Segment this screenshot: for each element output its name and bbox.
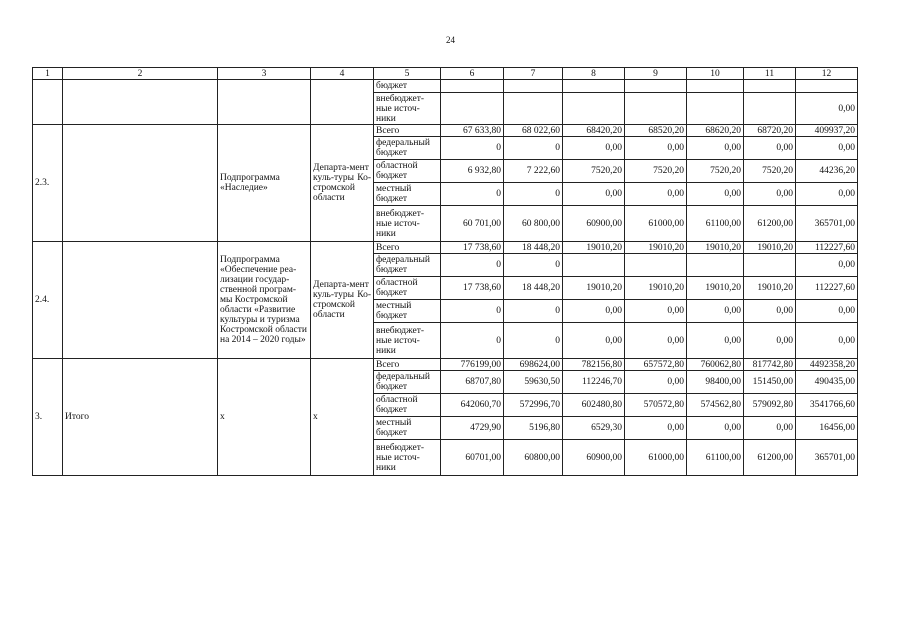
row-title <box>63 242 218 359</box>
funding-source: бюджет <box>374 80 441 93</box>
value-cell <box>441 93 504 125</box>
value-cell: 490435,00 <box>796 371 858 394</box>
value-cell: 6529,30 <box>563 417 625 440</box>
column-header: 1 <box>33 68 63 80</box>
value-cell: 0,00 <box>796 183 858 206</box>
value-cell: 365701,00 <box>796 206 858 242</box>
value-cell <box>744 80 796 93</box>
value-cell: 7520,20 <box>744 160 796 183</box>
value-cell: 68620,20 <box>687 125 744 137</box>
value-cell: 0,00 <box>563 323 625 359</box>
value-cell <box>625 80 687 93</box>
value-cell: 0,00 <box>687 300 744 323</box>
value-cell: 776199,00 <box>441 359 504 371</box>
value-cell: 112246,70 <box>563 371 625 394</box>
value-cell: 657572,80 <box>625 359 687 371</box>
funding-source: местный бюджет <box>374 183 441 206</box>
value-cell <box>441 80 504 93</box>
funding-source: Всего <box>374 125 441 137</box>
value-cell: 112227,60 <box>796 242 858 254</box>
cell-program <box>218 80 311 125</box>
value-cell: 68520,20 <box>625 125 687 137</box>
row-number: 2.4. <box>33 242 63 359</box>
value-cell: 0,00 <box>625 323 687 359</box>
column-header: 10 <box>687 68 744 80</box>
value-cell: 61200,00 <box>744 206 796 242</box>
value-cell: 68707,80 <box>441 371 504 394</box>
column-header: 7 <box>504 68 563 80</box>
value-cell: 0,00 <box>687 183 744 206</box>
value-cell: 19010,20 <box>563 277 625 300</box>
value-cell: 0 <box>504 323 563 359</box>
cell-executor <box>311 80 374 125</box>
value-cell: 0 <box>504 254 563 277</box>
value-cell: 0,00 <box>563 300 625 323</box>
value-cell <box>687 254 744 277</box>
column-header: 8 <box>563 68 625 80</box>
column-header: 3 <box>218 68 311 80</box>
value-cell: 60800,00 <box>504 440 563 476</box>
header-row <box>33 68 858 80</box>
value-cell: 0,00 <box>744 137 796 160</box>
funding-source: областной бюджет <box>374 394 441 417</box>
value-cell: 0,00 <box>687 417 744 440</box>
value-cell: 0,00 <box>744 183 796 206</box>
value-cell: 61000,00 <box>625 440 687 476</box>
table-row <box>33 125 858 137</box>
funding-source: внебюджет-ные источ-ники <box>374 440 441 476</box>
value-cell: 98400,00 <box>687 371 744 394</box>
value-cell: 19010,20 <box>744 242 796 254</box>
table-row <box>33 80 858 93</box>
value-cell: 17 738,60 <box>441 242 504 254</box>
funding-source: внебюджет-ные источ-ники <box>374 323 441 359</box>
value-cell: 4492358,20 <box>796 359 858 371</box>
column-header: 2 <box>63 68 218 80</box>
funding-source: федеральный бюджет <box>374 254 441 277</box>
value-cell: 6 932,80 <box>441 160 504 183</box>
value-cell: 0 <box>504 300 563 323</box>
column-header: 5 <box>374 68 441 80</box>
value-cell: 60701,00 <box>441 440 504 476</box>
value-cell: 0,00 <box>796 300 858 323</box>
value-cell: 19010,20 <box>744 277 796 300</box>
value-cell: 572996,70 <box>504 394 563 417</box>
value-cell <box>744 93 796 125</box>
value-cell: 0,00 <box>625 137 687 160</box>
funding-source: внебюджет-ные источ-ники <box>374 206 441 242</box>
value-cell: 67 633,80 <box>441 125 504 137</box>
row-number: 2.3. <box>33 125 63 242</box>
program-name: х <box>218 359 311 476</box>
value-cell: 112227,60 <box>796 277 858 300</box>
value-cell: 579092,80 <box>744 394 796 417</box>
value-cell <box>504 80 563 93</box>
value-cell: 19010,20 <box>563 242 625 254</box>
value-cell: 0 <box>441 137 504 160</box>
table-row <box>33 242 858 254</box>
cell-num <box>33 80 63 125</box>
value-cell <box>744 254 796 277</box>
value-cell: 0,00 <box>744 417 796 440</box>
value-cell: 0,00 <box>625 300 687 323</box>
value-cell: 0 <box>441 254 504 277</box>
executor-name: х <box>311 359 374 476</box>
funding-source: внебюджет-ные источ-ники <box>374 93 441 125</box>
value-cell: 68720,20 <box>744 125 796 137</box>
value-cell: 0,00 <box>796 254 858 277</box>
value-cell: 17 738,60 <box>441 277 504 300</box>
value-cell: 7 222,60 <box>504 160 563 183</box>
value-cell: 19010,20 <box>687 277 744 300</box>
value-cell: 5196,80 <box>504 417 563 440</box>
value-cell: 0 <box>441 300 504 323</box>
value-cell: 782156,80 <box>563 359 625 371</box>
funding-source: областной бюджет <box>374 277 441 300</box>
value-cell: 698624,00 <box>504 359 563 371</box>
value-cell: 7520,20 <box>563 160 625 183</box>
executor-name: Департа-мент куль-туры Ко-стромской области <box>311 242 374 359</box>
value-cell: 0,00 <box>744 323 796 359</box>
value-cell: 642060,70 <box>441 394 504 417</box>
value-cell: 60900,00 <box>563 206 625 242</box>
budget-table <box>32 67 858 476</box>
value-cell: 0 <box>504 137 563 160</box>
funding-source: местный бюджет <box>374 417 441 440</box>
column-header: 11 <box>744 68 796 80</box>
value-cell: 0,00 <box>744 300 796 323</box>
value-cell: 19010,20 <box>625 277 687 300</box>
value-cell: 574562,80 <box>687 394 744 417</box>
executor-name: Департа-мент куль-туры Ко-стромской области <box>311 125 374 242</box>
value-cell: 0,00 <box>625 371 687 394</box>
value-cell: 7520,20 <box>687 160 744 183</box>
value-cell: 817742,80 <box>744 359 796 371</box>
value-cell: 60 701,00 <box>441 206 504 242</box>
value-cell: 7520,20 <box>625 160 687 183</box>
value-cell: 0 <box>504 183 563 206</box>
value-cell: 59630,50 <box>504 371 563 394</box>
cell-program <box>63 80 218 125</box>
value-cell <box>687 93 744 125</box>
funding-source: Всего <box>374 242 441 254</box>
page-number: 24 <box>446 35 455 45</box>
column-header: 4 <box>311 68 374 80</box>
value-cell: 0,00 <box>796 137 858 160</box>
value-cell <box>687 80 744 93</box>
row-title: Итого <box>63 359 218 476</box>
funding-source: федеральный бюджет <box>374 371 441 394</box>
value-cell: 18 448,20 <box>504 242 563 254</box>
table-row <box>33 359 858 371</box>
row-number: 3. <box>33 359 63 476</box>
funding-source: областной бюджет <box>374 160 441 183</box>
program-name: Подпрограмма «Наследие» <box>218 125 311 242</box>
value-cell: 3541766,60 <box>796 394 858 417</box>
funding-source: Всего <box>374 359 441 371</box>
value-cell: 760062,80 <box>687 359 744 371</box>
value-cell <box>625 254 687 277</box>
funding-source: федеральный бюджет <box>374 137 441 160</box>
value-cell: 0,00 <box>563 137 625 160</box>
column-header: 12 <box>796 68 858 80</box>
value-cell: 60 800,00 <box>504 206 563 242</box>
value-cell: 0,00 <box>687 323 744 359</box>
value-cell: 0,00 <box>625 183 687 206</box>
value-cell: 151450,00 <box>744 371 796 394</box>
value-cell: 0,00 <box>796 323 858 359</box>
value-cell: 18 448,20 <box>504 277 563 300</box>
value-cell: 0,00 <box>796 93 858 125</box>
value-cell: 602480,80 <box>563 394 625 417</box>
value-cell: 61100,00 <box>687 440 744 476</box>
value-cell <box>796 80 858 93</box>
value-cell: 409937,20 <box>796 125 858 137</box>
value-cell: 61200,00 <box>744 440 796 476</box>
value-cell: 61100,00 <box>687 206 744 242</box>
program-name: Подпрограмма «Обеспечение реа-лизации государ-ственной програм-мы Костромской области «Развитие культуры и туризма Костромской области на 2014 – 2020 годы» <box>218 242 311 359</box>
value-cell: 19010,20 <box>625 242 687 254</box>
value-cell: 60900,00 <box>563 440 625 476</box>
value-cell: 44236,20 <box>796 160 858 183</box>
value-cell: 0 <box>441 183 504 206</box>
value-cell: 0,00 <box>687 137 744 160</box>
value-cell: 570572,80 <box>625 394 687 417</box>
value-cell: 19010,20 <box>687 242 744 254</box>
value-cell: 0,00 <box>625 417 687 440</box>
value-cell <box>504 93 563 125</box>
value-cell: 0 <box>441 323 504 359</box>
value-cell <box>625 93 687 125</box>
column-header: 6 <box>441 68 504 80</box>
value-cell <box>563 80 625 93</box>
value-cell: 68 022,60 <box>504 125 563 137</box>
value-cell: 68420,20 <box>563 125 625 137</box>
value-cell <box>563 254 625 277</box>
column-header: 9 <box>625 68 687 80</box>
row-title <box>63 125 218 242</box>
funding-source: местный бюджет <box>374 300 441 323</box>
value-cell: 4729,90 <box>441 417 504 440</box>
value-cell <box>563 93 625 125</box>
value-cell: 365701,00 <box>796 440 858 476</box>
value-cell: 16456,00 <box>796 417 858 440</box>
value-cell: 0,00 <box>563 183 625 206</box>
value-cell: 61000,00 <box>625 206 687 242</box>
